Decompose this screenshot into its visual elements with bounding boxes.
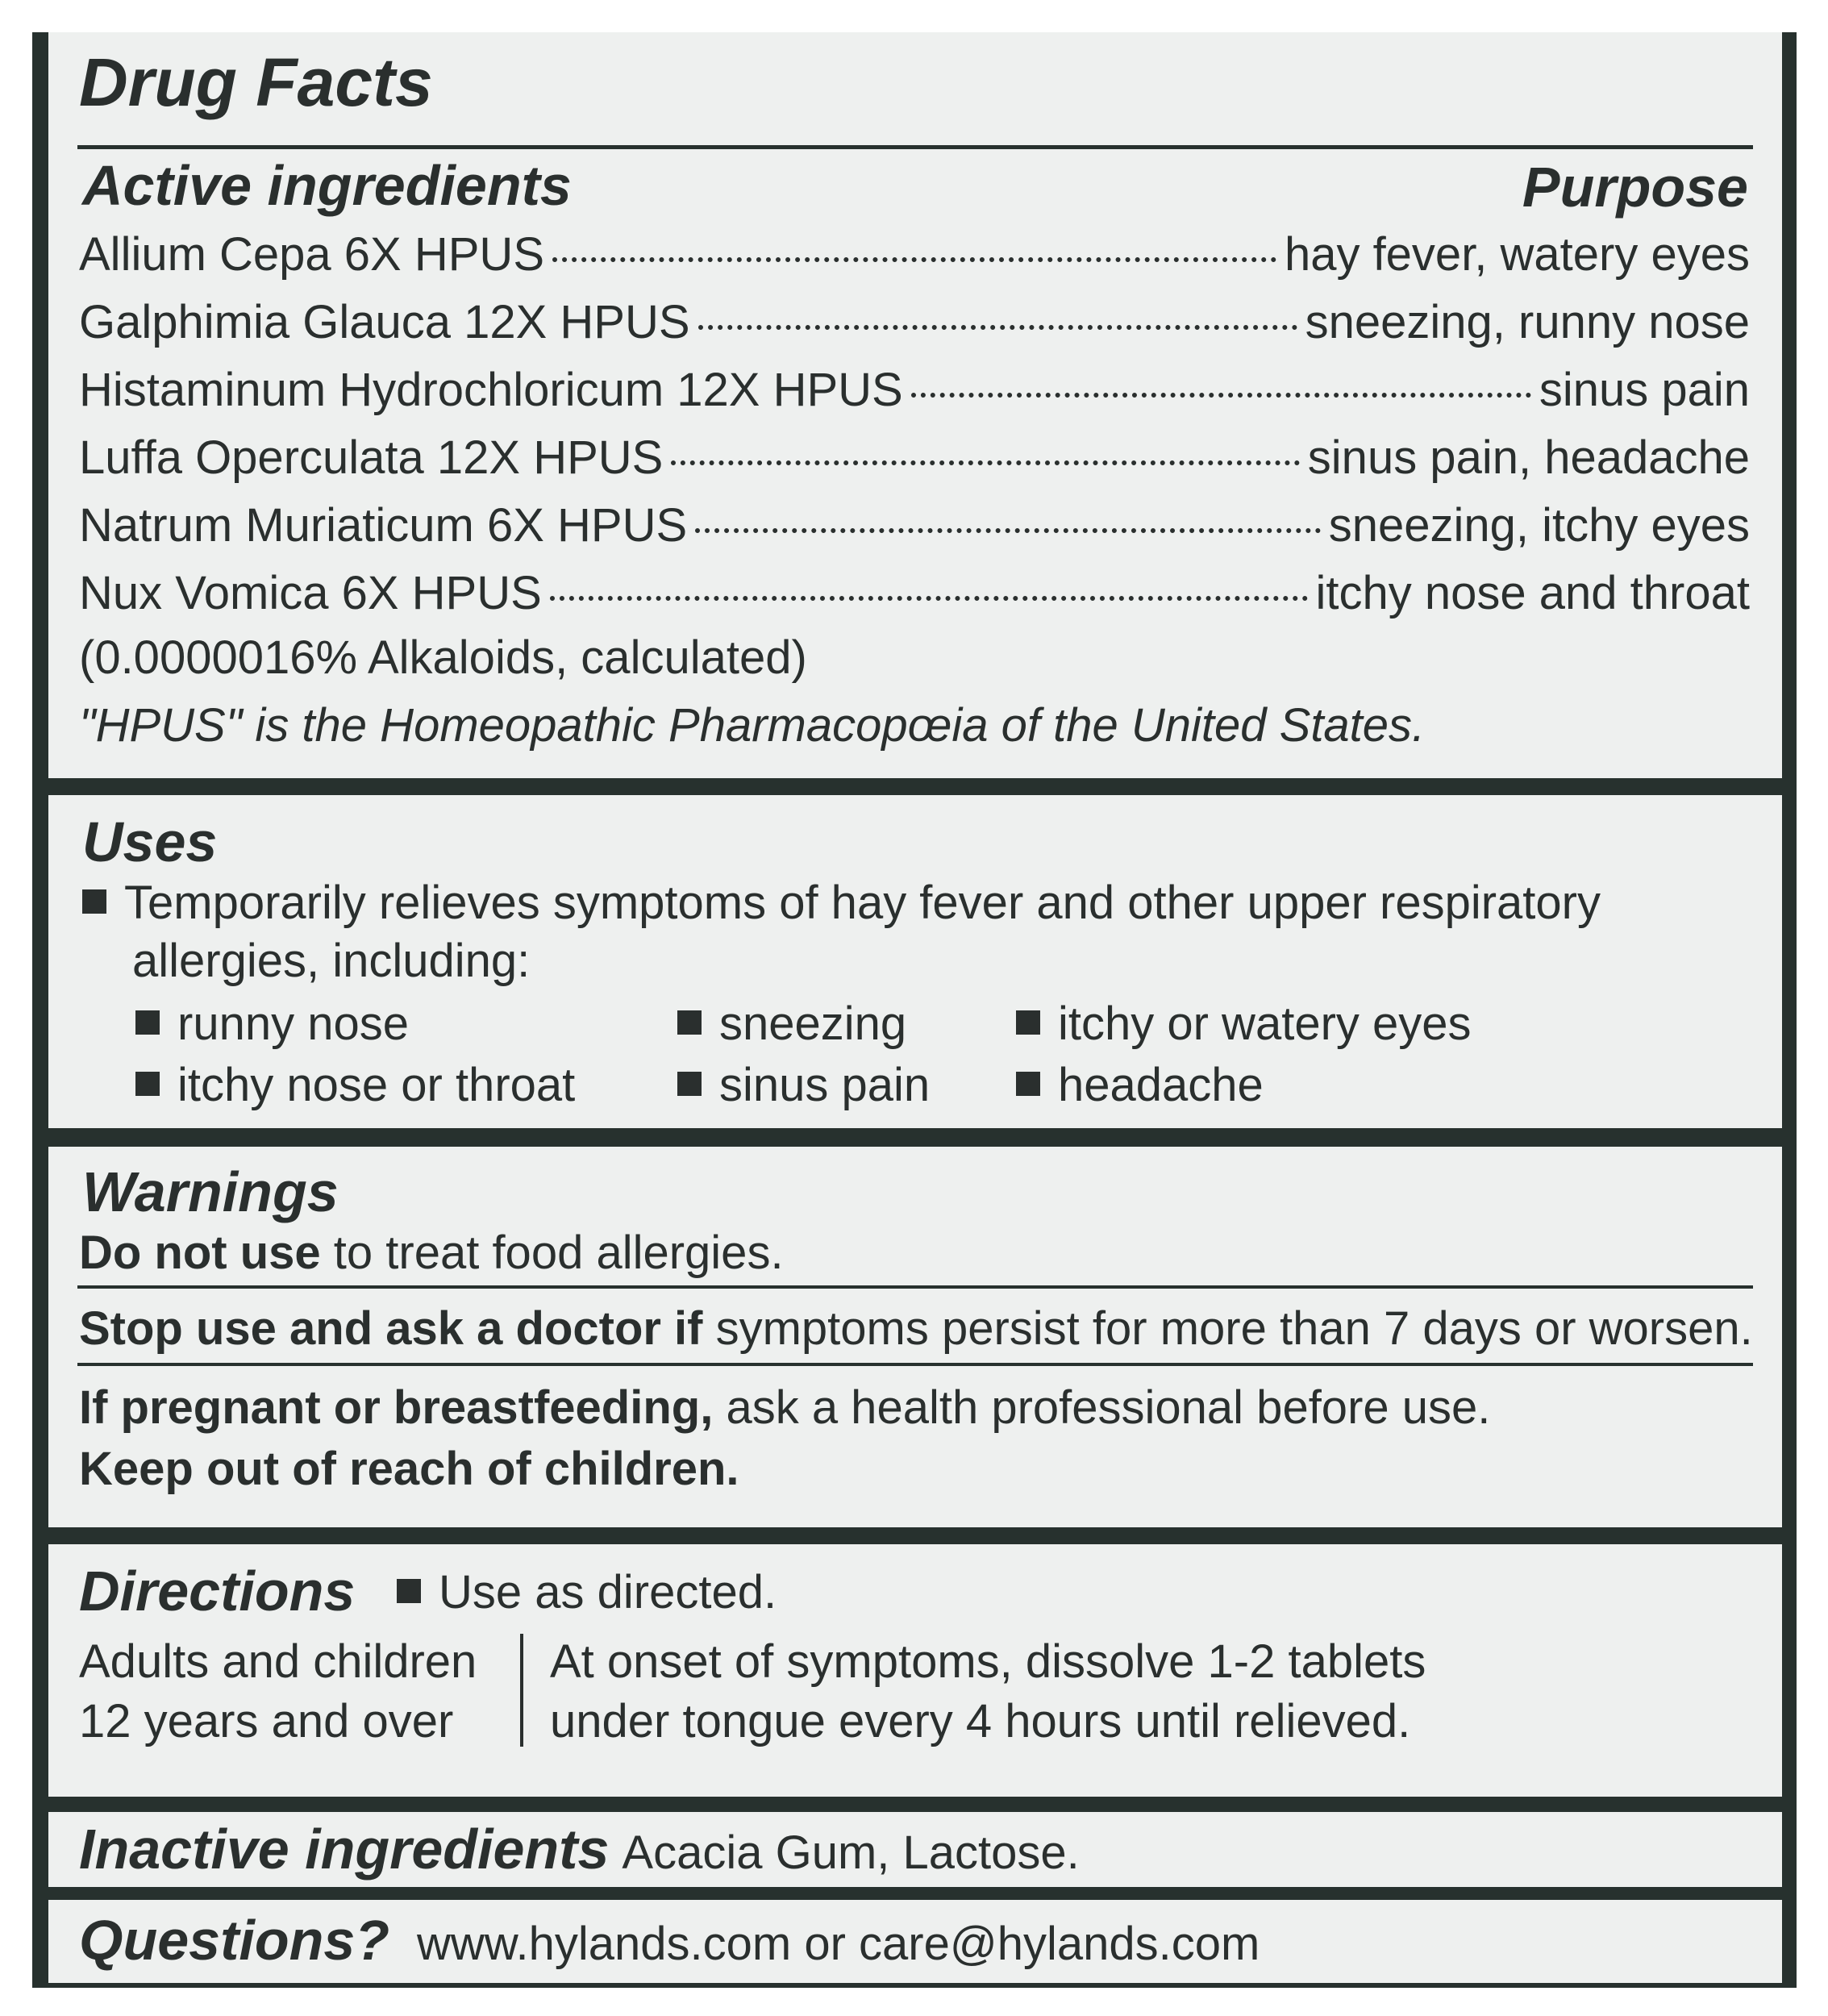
uses-intro xyxy=(82,876,1601,930)
uses-panel xyxy=(48,795,1782,1128)
ingredient-row xyxy=(79,363,1750,419)
inactive-text: Acacia Gum, Lactose. xyxy=(622,1826,1080,1879)
uses-intro-line2: allergies, including: xyxy=(132,935,531,987)
symptom-item: itchy nose or throat xyxy=(135,1058,575,1112)
questions-heading: Questions? xyxy=(79,1909,390,1972)
ingredient-row xyxy=(79,431,1750,487)
ingredient-name: Galphimia Glauca 12X HPUS xyxy=(79,296,690,348)
active-ingredients-panel xyxy=(48,32,1782,778)
symptom-item: sinus pain xyxy=(677,1058,930,1112)
ingredient-purpose: itchy nose and throat xyxy=(1315,567,1750,619)
drug-facts-title: Drug Facts xyxy=(79,44,433,120)
warnings-divider xyxy=(77,1363,1753,1366)
ingredient-purpose: sinus pain xyxy=(1539,364,1750,416)
symptom-item: itchy or watery eyes xyxy=(1016,997,1472,1051)
ingredient-row xyxy=(79,227,1750,284)
ingredient-name: Histaminum Hydrochloricum 12X HPUS xyxy=(79,364,903,416)
dosage-line2: under tongue every 4 hours until relieved. xyxy=(550,1695,1411,1747)
bullet-square-icon xyxy=(1016,1010,1040,1035)
warnings-panel xyxy=(48,1147,1782,1527)
uses-heading: Uses xyxy=(82,810,218,873)
purpose-heading: Purpose xyxy=(1522,156,1748,219)
bullet-square-icon xyxy=(1016,1072,1040,1096)
dot-leader xyxy=(671,460,1299,465)
hpus-note: "HPUS" is the Homeopathic Pharmacopœia of the United States. xyxy=(79,699,1426,752)
ingredient-row xyxy=(79,498,1750,555)
symptom-item: sneezing xyxy=(677,997,906,1051)
questions-panel xyxy=(48,1900,1782,1983)
bullet-square-icon xyxy=(677,1072,702,1096)
inactive-line xyxy=(79,1817,1080,1881)
dot-leader xyxy=(698,325,1297,330)
stop-use-line: Stop use and ask a doctor if symptoms persist for more than 7 days or worsen. xyxy=(79,1302,1753,1355)
bullet-square-icon xyxy=(135,1072,160,1096)
questions-line xyxy=(79,1908,1260,1972)
directions-column-divider xyxy=(520,1634,523,1747)
do-not-use-line: Do not use to treat food allergies. xyxy=(79,1227,784,1279)
ingredient-row xyxy=(79,295,1750,352)
title-divider xyxy=(77,145,1753,149)
bullet-square-icon xyxy=(135,1010,160,1035)
bullet-square-icon xyxy=(397,1579,421,1603)
ingredient-purpose: sneezing, itchy eyes xyxy=(1328,499,1750,552)
bullet-square-icon xyxy=(82,889,106,914)
keep-out-line: Keep out of reach of children. xyxy=(79,1443,739,1495)
ingredient-purpose: sneezing, runny nose xyxy=(1305,296,1750,348)
ingredient-name: Natrum Muriaticum 6X HPUS xyxy=(79,499,688,552)
ingredient-purpose: hay fever, watery eyes xyxy=(1284,228,1750,281)
symptom-item: headache xyxy=(1016,1058,1264,1112)
pregnant-line: If pregnant or breastfeeding, ask a health professional before use. xyxy=(79,1381,1491,1434)
ingredient-name: Luffa Operculata 12X HPUS xyxy=(79,431,664,484)
inactive-heading: Inactive ingredients xyxy=(79,1818,610,1881)
uses-intro-line1: Temporarily relieves symptoms of hay fever and other upper respiratory xyxy=(124,877,1601,929)
directions-heading: Directions xyxy=(79,1560,356,1622)
ingredient-purpose: sinus pain, headache xyxy=(1307,431,1750,484)
directions-summary: Use as directed. xyxy=(397,1565,777,1619)
alkaloids-note: (0.0000016% Alkaloids, calculated) xyxy=(79,631,807,684)
symptom-item: runny nose xyxy=(135,997,409,1051)
dot-leader xyxy=(911,393,1531,398)
directions-panel xyxy=(48,1544,1782,1797)
dot-leader xyxy=(550,596,1308,601)
ingredient-name: Allium Cepa 6X HPUS xyxy=(79,228,544,281)
dot-leader xyxy=(552,257,1276,262)
questions-contact: www.hylands.com or care@hylands.com xyxy=(417,1918,1260,1970)
bullet-square-icon xyxy=(677,1010,702,1035)
warnings-divider xyxy=(77,1285,1753,1289)
ingredient-row xyxy=(79,566,1750,623)
dosage-line1: At onset of symptoms, dissolve 1-2 tablets xyxy=(550,1635,1426,1688)
dot-leader xyxy=(695,528,1321,533)
active-ingredients-heading: Active ingredients xyxy=(82,154,572,217)
age-group-line2: 12 years and over xyxy=(79,1695,454,1747)
drug-facts-label xyxy=(32,32,1797,1988)
age-group-line1: Adults and children xyxy=(79,1635,477,1688)
warnings-heading: Warnings xyxy=(82,1160,339,1223)
inactive-ingredients-panel xyxy=(48,1812,1782,1887)
ingredient-name: Nux Vomica 6X HPUS xyxy=(79,567,542,619)
